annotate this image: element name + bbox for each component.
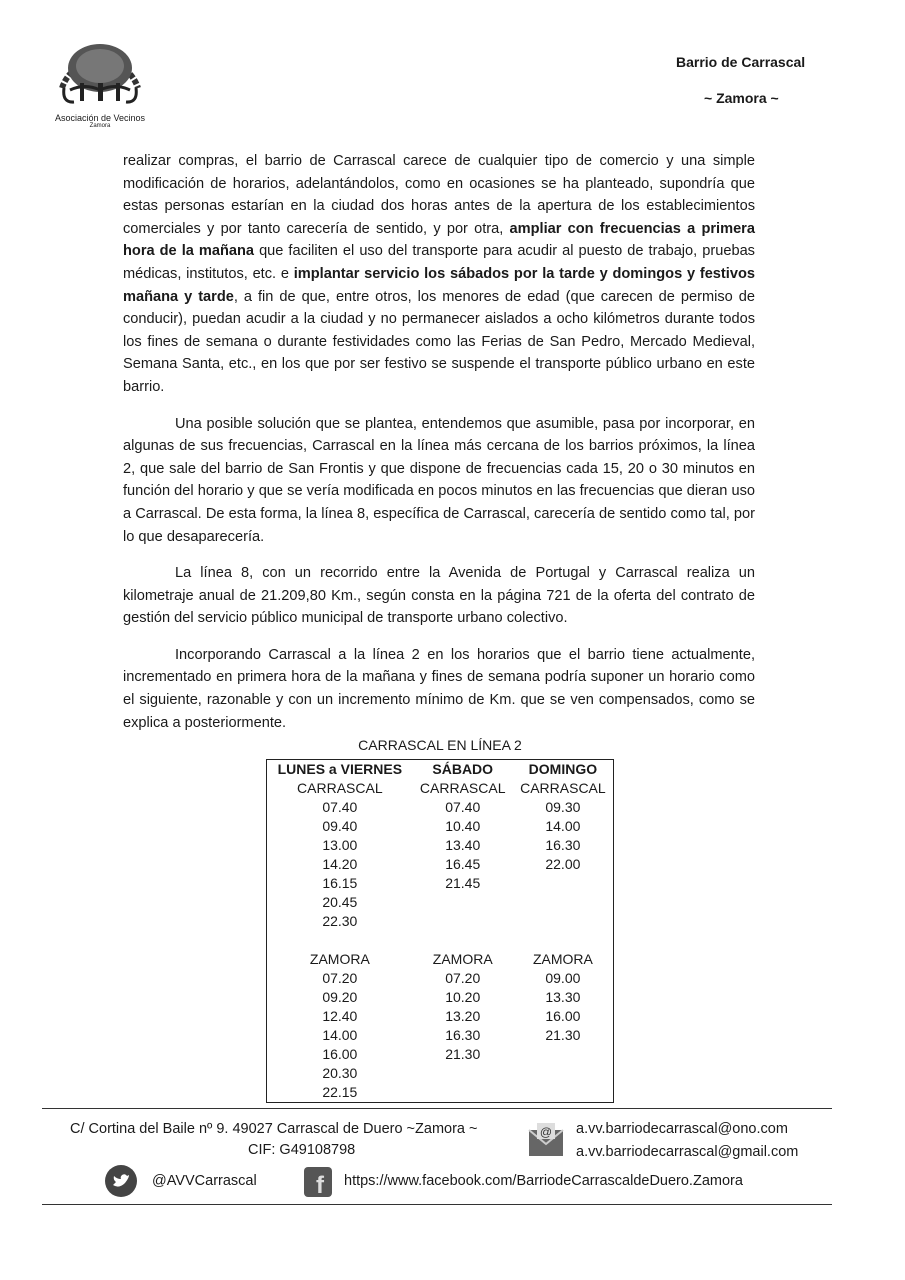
table-row <box>267 798 614 817</box>
table-row <box>267 1064 614 1083</box>
table-row <box>267 1045 614 1064</box>
logo-subtitle: Zamora <box>89 123 111 129</box>
departure-time <box>513 912 614 931</box>
departure-time: 13.40 <box>445 837 481 853</box>
column-header: LUNES a VIERNES <box>277 761 403 777</box>
departure-time <box>513 893 614 912</box>
departure-time: 20.30 <box>322 1065 358 1081</box>
table-row <box>267 1026 614 1045</box>
departure-time <box>413 1083 513 1103</box>
svg-text:f: f <box>316 1172 324 1197</box>
departure-time: 20.45 <box>322 894 358 910</box>
footer-cif: CIF: G49108798 <box>248 1142 356 1158</box>
footer-address: C/ Cortina del Baile nº 9. 49027 Carrascal de Duero ~Zamora ~ <box>70 1121 478 1137</box>
departure-time <box>513 1064 614 1083</box>
tree-logo-icon <box>50 28 150 108</box>
table-row <box>267 836 614 855</box>
departure-time: 10.20 <box>445 989 481 1005</box>
column-header: SÁBADO <box>432 761 494 777</box>
table-row <box>267 988 614 1007</box>
footer-facebook[interactable]: https://www.facebook.com/BarriodeCarrascaldeDuero.Zamora <box>344 1173 743 1189</box>
origin-stop: ZAMORA <box>532 951 593 967</box>
header-city: ~ Zamora ~ <box>704 90 779 106</box>
departure-time <box>413 912 513 931</box>
departure-time: 14.20 <box>322 856 358 872</box>
departure-time: 07.40 <box>322 799 358 815</box>
twitter-icon <box>105 1165 137 1197</box>
paragraph-2: Una posible solución que se plantea, entendemos que asumible, pasa por incorporar, en algunas de sus frecuencias, Carrascal en la línea más cercana de los barrios próximos, la línea 2, que sale del barrio de San Frontis y que dispone de frecuencias cada 15, 20 o 30 minutos en función del horario y que se vería modificada en pocos minutos en las frecuencias que dieran uso a Carrascal. De esta forma, la línea 8, específica de Carrascal, carecería de sentido como tal, por lo que desaparecería. <box>123 415 755 545</box>
departure-time: 07.20 <box>322 970 358 986</box>
departure-time: 22.00 <box>545 856 581 872</box>
departure-time: 07.20 <box>445 970 481 986</box>
departure-time: 22.15 <box>322 1084 358 1100</box>
schedule-table <box>266 759 614 1103</box>
paragraph-3: La línea 8, con un recorrido entre la Avenida de Portugal y Carrascal realiza un kilometraje anual de 21.209,80 Km., según consta en la página 721 de la oferta del contrato de gestión del servicio público municipal de transporte urbano colectivo. <box>123 565 755 627</box>
departure-time: 09.30 <box>545 799 581 815</box>
footer-twitter[interactable]: @AVVCarrascal <box>152 1173 257 1189</box>
email-icon <box>528 1122 564 1158</box>
departure-time: 16.00 <box>322 1046 358 1062</box>
footer-divider-top <box>42 1108 832 1109</box>
departure-time: 22.30 <box>322 913 358 929</box>
departure-time: 09.20 <box>322 989 358 1005</box>
departure-time <box>513 874 614 893</box>
header-neighborhood: Barrio de Carrascal <box>676 54 806 70</box>
departure-time: 16.30 <box>445 1027 481 1043</box>
body-text <box>123 150 755 748</box>
departure-time: 13.20 <box>445 1008 481 1024</box>
logo-title: Asociación de Vecinos <box>54 113 146 123</box>
departure-time: 21.30 <box>545 1027 581 1043</box>
departure-time: 16.30 <box>545 837 581 853</box>
table-row <box>267 912 614 931</box>
table-row <box>267 969 614 988</box>
departure-time: 14.00 <box>545 818 581 834</box>
origin-stop: CARRASCAL <box>520 780 606 796</box>
column-header: DOMINGO <box>528 761 598 777</box>
table-row <box>267 855 614 874</box>
departure-time: 07.40 <box>445 799 481 815</box>
table-row <box>267 893 614 912</box>
origin-stop: CARRASCAL <box>419 780 506 796</box>
departure-time: 16.00 <box>545 1008 581 1024</box>
association-logo <box>40 28 160 129</box>
departure-time: 13.00 <box>322 837 358 853</box>
departure-time: 12.40 <box>322 1008 358 1024</box>
spacer-row <box>267 931 614 950</box>
table-row <box>267 874 614 893</box>
paragraph-1: realizar compras, el barrio de Carrascal carece de cualquier tipo de comercio y una simple modificación de horarios, adelantándolos, como en ocasiones se ha planteado, supondría que estas personas estarían en la ciudad dos horas antes de la apertura de los establecimientos comerciales y por tanto carecería de sentido, y por otra, ampliar con frecuencias a primera hora de la mañana que faciliten el uso del transporte para acudir al puesto de trabajo, pruebas médicas, institutos, etc. e implantar servicio los sábados por la tarde y domingos y festivos mañana y tarde, a fin de que, entre otros, los menores de edad (que carecen de permiso de conducir), puedan acudir a la ciudad y no permanecer aislados a ocho kilómetros durante todos los fines de semana o durante festividades como las Ferias de San Pedro, Mercado Medieval, Semana Santa, etc., en los que por ser festivo se suspende el transporte público urbano en este barrio. <box>123 153 755 395</box>
departure-time: 09.40 <box>322 818 358 834</box>
departure-time <box>413 1064 513 1083</box>
table-row <box>267 1083 614 1103</box>
departure-time <box>513 1045 614 1064</box>
table-row <box>267 1007 614 1026</box>
departure-time <box>413 893 513 912</box>
origin-row <box>267 950 614 969</box>
origin-stop: CARRASCAL <box>297 780 383 796</box>
departure-time: 16.45 <box>445 856 481 872</box>
footer-email-1[interactable]: a.vv.barriodecarrascal@ono.com <box>576 1121 788 1137</box>
departure-time: 13.30 <box>545 989 581 1005</box>
origin-row <box>267 779 614 798</box>
departure-time <box>513 1083 614 1103</box>
origin-stop: ZAMORA <box>309 951 370 967</box>
footer-email-2[interactable]: a.vv.barriodecarrascal@gmail.com <box>576 1144 799 1160</box>
table-row <box>267 817 614 836</box>
departure-time: 21.30 <box>445 1046 481 1062</box>
facebook-icon <box>304 1167 332 1197</box>
svg-text:@: @ <box>539 1125 553 1139</box>
origin-stop: ZAMORA <box>432 951 493 967</box>
departure-time: 16.15 <box>322 875 358 891</box>
departure-time: 09.00 <box>545 970 581 986</box>
footer-divider-bottom <box>42 1204 832 1205</box>
departure-time: 14.00 <box>322 1027 358 1043</box>
departure-time: 10.40 <box>445 818 481 834</box>
schedule-title: CARRASCAL EN LÍNEA 2 <box>358 737 522 753</box>
departure-time: 21.45 <box>445 875 481 891</box>
paragraph-4: Incorporando Carrascal a la línea 2 en los horarios que el barrio tiene actualmente, incrementado en primera hora de la mañana y fines de semana podría suponer un horario como el siguiente, razonable y con un incremento mínimo de Km. que se ven compensados, como se explica a posteriormente. <box>123 646 755 731</box>
